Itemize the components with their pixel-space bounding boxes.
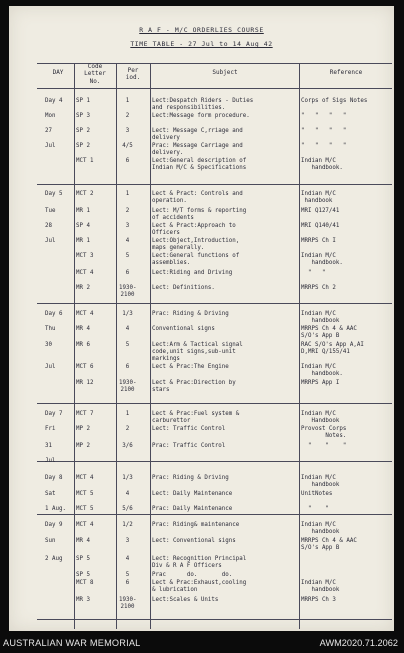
- row-30-reference: MRRPS Ch 3: [301, 597, 336, 603]
- row-24-subject: Prac: Daily Maintenance: [152, 506, 233, 512]
- footer-institution: AUSTRALIAN WAR MEMORIAL: [3, 638, 141, 648]
- row-13-day: Day 6: [45, 311, 63, 317]
- row-6-subject: Lect & Pract: Controls and operation.: [152, 191, 243, 204]
- row-11-reference: " ": [301, 270, 326, 276]
- row-13-subject: Prac: Riding & Driving: [152, 311, 229, 317]
- row-15-subject: Lect:Arm & Tactical signal code,unit signs,sub-unit markings: [152, 342, 243, 362]
- row-29-code: MCT 8: [76, 580, 94, 586]
- row-18-subject: Lect & Prac:Fuel system & carburettor: [152, 411, 240, 424]
- row-7-subject: Lect: M/T forms & reporting of accidents: [152, 208, 247, 221]
- row-24-code: MCT 5: [76, 506, 94, 512]
- row-3-day: 27: [45, 128, 52, 134]
- row-8-reference: MRI Q140/41: [301, 223, 340, 229]
- row-1-period: 1: [125, 98, 130, 104]
- row-10-subject: Lect:General functions of assemblies.: [152, 253, 240, 266]
- row-10-code: MCT 3: [76, 253, 94, 259]
- row-4-period: 4/5: [122, 143, 133, 149]
- col-rule-3: [150, 63, 151, 629]
- row-22-day: Day 8: [45, 475, 63, 481]
- row-14-subject: Conventional signs: [152, 326, 215, 332]
- row-19-reference: Provost Corps Notes.: [301, 426, 347, 439]
- row-14-reference: MRRPS Ch 4 & AAC S/O's App B: [301, 326, 357, 339]
- col-header-code: Code Letter No.: [84, 63, 106, 85]
- row-23-day: Sat: [45, 491, 56, 497]
- row-13-period: 1/3: [122, 311, 133, 317]
- row-2-period: 2: [125, 113, 130, 119]
- row-27-code: SP 5: [76, 556, 90, 562]
- row-22-code: MCT 4: [76, 475, 94, 481]
- document-sheet: [9, 6, 394, 631]
- row-25-code: MCT 4: [76, 522, 94, 528]
- row-8-day: 28: [45, 223, 52, 229]
- row-9-code: MR 1: [76, 238, 90, 244]
- row-19-code: MP 2: [76, 426, 90, 432]
- row-27-day: 2 Aug: [45, 556, 63, 562]
- row-5-period: 6: [125, 158, 130, 164]
- row-2-code: SP 3: [76, 113, 90, 119]
- row-30-code: MR 3: [76, 597, 90, 603]
- row-24-reference: " ": [301, 506, 329, 512]
- row-12-reference: MRRPS Ch 2: [301, 285, 336, 291]
- row-7-period: 2: [125, 208, 130, 214]
- row-27-subject: Lect: Recognition Principal Div & R A F Officers: [152, 556, 247, 569]
- row-18-reference: Indian M/C Handbook: [301, 411, 340, 424]
- row-18-code: MCT 7: [76, 411, 94, 417]
- row-1-day: Day 4: [45, 98, 63, 104]
- row-26-reference: MRRPS Ch 4 & AAC S/O's App B: [301, 538, 357, 551]
- row-17-subject: Lect & Prac:Direction by stars: [152, 380, 236, 393]
- row-10-reference: Indian M/C handbook.: [301, 253, 343, 266]
- col-rule-2: [116, 63, 117, 629]
- row-17-reference: MRRPS App I: [301, 380, 340, 386]
- row-14-day: Thu: [45, 326, 56, 332]
- row-16-code: MCT 6: [76, 364, 94, 370]
- row-8-period: 3: [125, 223, 130, 229]
- row-6-reference: Indian M/C handbook: [301, 191, 336, 204]
- row-23-reference: UnitNotes: [301, 491, 333, 497]
- row-12-subject: Lect: Definitions.: [152, 285, 215, 291]
- row-18-day: Day 7: [45, 411, 63, 417]
- row-23-subject: Lect: Daily Maintenance: [152, 491, 233, 497]
- row-25-subject: Prac: Riding& maintenance: [152, 522, 240, 528]
- col-header-reference: Reference: [329, 69, 363, 76]
- row-29-period: 6: [125, 580, 130, 586]
- row-20-code: MP 2: [76, 443, 90, 449]
- row-21-day: Jul: [45, 458, 56, 464]
- course-title: R A F - M/C ORDERLIES COURSE: [139, 26, 264, 34]
- row-26-code: MR 4: [76, 538, 90, 544]
- row-17-period: 1930- 2100: [119, 380, 137, 393]
- row-30-period: 1930- 2100: [119, 597, 137, 610]
- row-6-period: 1: [125, 191, 130, 197]
- row-9-day: Jul: [45, 238, 56, 244]
- row-23-period: 4: [125, 491, 130, 497]
- row-1-reference: Corps of Sigs Notes: [301, 98, 368, 104]
- day-rule-1: [37, 184, 392, 185]
- row-25-period: 1/2: [122, 522, 133, 528]
- day-rule-3: [37, 403, 392, 404]
- row-17-code: MR 12: [76, 380, 94, 386]
- row-18-period: 1: [125, 411, 130, 417]
- row-11-subject: Lect:Riding and Driving: [152, 270, 233, 276]
- day-rule-5: [37, 514, 392, 515]
- row-2-day: Mon: [45, 113, 56, 119]
- row-29-reference: Indian M/C handbook: [301, 580, 340, 593]
- row-5-subject: Lect:General description of Indian M/C & Specifications: [152, 158, 247, 171]
- row-3-period: 3: [125, 128, 130, 134]
- row-26-subject: Lect: Conventional signs: [152, 538, 236, 544]
- row-22-period: 1/3: [122, 475, 133, 481]
- row-22-reference: Indian M/C handbook: [301, 475, 340, 488]
- row-10-period: 5: [125, 253, 130, 259]
- row-26-period: 3: [125, 538, 130, 544]
- row-1-subject: Lect:Despatch Riders - Duties and responsibilities.: [152, 98, 254, 111]
- row-4-day: Jul: [45, 143, 56, 149]
- row-20-day: 31: [45, 443, 52, 449]
- row-11-code: MCT 4: [76, 270, 94, 276]
- row-24-period: 5/6: [122, 506, 133, 512]
- row-16-subject: Lect & Prac:The Engine: [152, 364, 229, 370]
- row-23-code: MCT 5: [76, 491, 94, 497]
- row-9-reference: MRRPS Ch I: [301, 238, 336, 244]
- row-7-day: Tue: [45, 208, 56, 214]
- row-4-code: SP 2: [76, 143, 90, 149]
- row-15-reference: RAC S/O's App A,AI D,MRI Q/155/41: [301, 342, 364, 355]
- row-15-period: 5: [125, 342, 130, 348]
- row-14-period: 4: [125, 326, 130, 332]
- row-20-reference: " " ": [301, 443, 347, 449]
- row-13-reference: Indian M/C handbook: [301, 311, 340, 324]
- row-8-subject: Lect & Pract:Approach to Officers: [152, 223, 236, 236]
- footer-bar: [0, 636, 404, 653]
- row-2-subject: Lect:Message form procedure.: [152, 113, 250, 119]
- row-25-reference: Indian M/C handbook: [301, 522, 340, 535]
- row-4-reference: " " " ": [301, 143, 347, 149]
- row-3-subject: Lect: Message C,rriage and delivery: [152, 128, 243, 141]
- row-14-code: MR 4: [76, 326, 90, 332]
- row-28-code: SP 5: [76, 572, 90, 578]
- col-rule-1: [74, 63, 75, 629]
- row-1-code: SP 1: [76, 98, 90, 104]
- row-20-period: 3/6: [122, 443, 133, 449]
- row-16-period: 6: [125, 364, 130, 370]
- day-rule-2: [37, 303, 392, 304]
- col-header-subject: Subject: [212, 69, 238, 76]
- row-16-reference: Indian M/C handbook.: [301, 364, 343, 377]
- row-24-day: 1 Aug.: [45, 506, 66, 512]
- row-12-code: MR 2: [76, 285, 90, 291]
- table-bottom-rule: [37, 619, 392, 620]
- row-19-period: 2: [125, 426, 130, 432]
- row-2-reference: " " " ": [301, 113, 347, 119]
- row-7-reference: MRI Q127/41: [301, 208, 340, 214]
- row-25-day: Day 9: [45, 522, 63, 528]
- col-header-period: Per iod.: [125, 67, 141, 82]
- row-28-period: 5: [125, 572, 130, 578]
- col-header-day: DAY: [52, 69, 64, 76]
- row-29-subject: Lect & Prac:Exhaust,cooling & lubrication: [152, 580, 247, 593]
- row-5-reference: Indian M/C handbook.: [301, 158, 343, 171]
- row-9-period: 4: [125, 238, 130, 244]
- row-4-subject: Prac: Message Carriage and delivery.: [152, 143, 243, 156]
- row-8-code: SP 4: [76, 223, 90, 229]
- row-13-code: MCT 4: [76, 311, 94, 317]
- day-rule-4: [37, 461, 392, 462]
- row-26-day: Sun: [45, 538, 56, 544]
- col-rule-4: [299, 63, 300, 629]
- row-28-subject: Prac do. do.: [152, 572, 233, 578]
- row-3-reference: " " " ": [301, 128, 347, 134]
- row-3-code: SP 2: [76, 128, 90, 134]
- row-6-day: Day 5: [45, 191, 63, 197]
- timetable-title: TIME TABLE - 27 Jul to 14 Aug 42: [130, 40, 273, 48]
- row-12-period: 1930- 2100: [119, 285, 137, 298]
- row-11-period: 6: [125, 270, 130, 276]
- row-19-day: Fri: [45, 426, 56, 432]
- row-15-day: 30: [45, 342, 52, 348]
- row-30-subject: Lect:Scales & Units: [152, 597, 219, 603]
- row-6-code: MCT 2: [76, 191, 94, 197]
- row-19-subject: Lect: Traffic Control: [152, 426, 226, 432]
- row-16-day: Jul: [45, 364, 56, 370]
- row-15-code: MR 6: [76, 342, 90, 348]
- table-header-rule: [37, 88, 392, 89]
- footer-accession-number: AWM2020.71.2062: [319, 638, 398, 648]
- row-22-subject: Prac: Riding & Driving: [152, 475, 229, 481]
- row-5-code: MCT 1: [76, 158, 94, 164]
- row-20-subject: Prac: Traffic Control: [152, 443, 226, 449]
- row-27-period: 4: [125, 556, 130, 562]
- row-9-subject: Lect:Object,Introduction, maps generally.: [152, 238, 240, 251]
- row-7-code: MR 1: [76, 208, 90, 214]
